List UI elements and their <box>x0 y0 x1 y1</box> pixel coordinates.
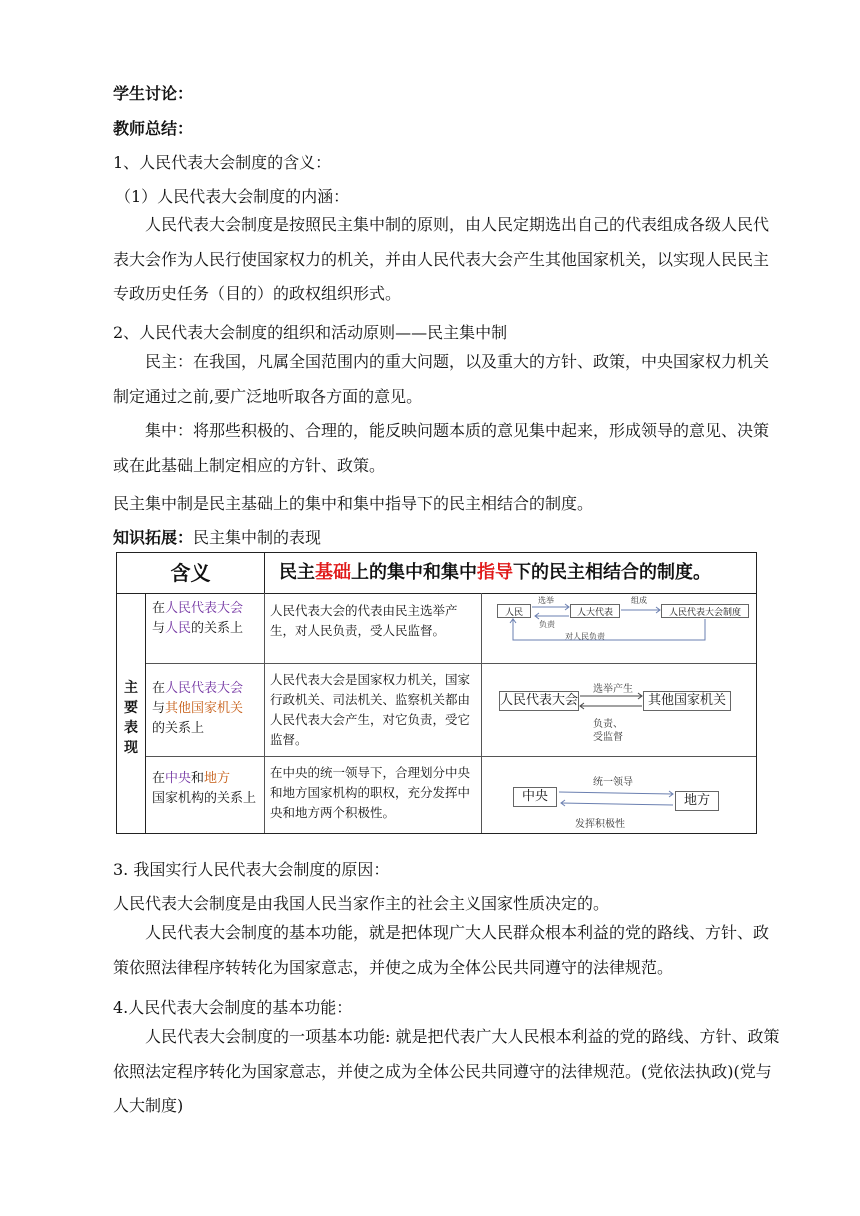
rel-highlight: 人民代表大会 <box>165 601 244 616</box>
table-row <box>146 757 756 833</box>
diagram-label-initiative: 发挥积极性 <box>575 819 625 830</box>
rel-text: 国家机构的关系上 <box>152 791 257 806</box>
paragraph-reason: 人民代表大会制度是由我国人民当家作主的社会主义国家性质决定的。 <box>113 894 610 913</box>
diagram-label-elected: 选举产生 <box>593 684 633 695</box>
diagram-arrows <box>483 757 758 833</box>
rel-highlight: 地方 <box>204 771 231 786</box>
header-seg-5: 下的民主相结合的制度。 <box>513 562 711 583</box>
rel-text: 的关系上 <box>152 721 205 736</box>
diagram-label-responsible: 负责、 <box>593 719 623 730</box>
table-row <box>146 593 756 664</box>
paragraph-democracy: 民主：在我国，凡属全国范围内的重大问题，以及重大的方针、政策，中央国家权力机关制定通过之前,要广泛地听取各方面的意见。 <box>113 352 770 406</box>
diagram-cell <box>483 593 756 663</box>
header-seg-2: 基础 <box>315 562 351 583</box>
diagram-node-local: 地方 <box>675 791 719 811</box>
rel-text: 与 <box>152 621 166 636</box>
paragraph-definition <box>113 208 783 312</box>
paragraph-definition-text: 人民代表大会制度是按照民主集中制的原则，由人民定期选出自己的代表组成各级人民代表大会作为人民行使国家权力的机关，并由人民代表大会产生其他国家机关，以实现人民民主专政历史任务（目的）的政权组织形式。 <box>113 215 770 303</box>
diagram-node-central: 中央 <box>513 787 557 807</box>
rel-text: 与 <box>152 701 166 716</box>
rel-highlight: 人民 <box>165 621 192 636</box>
rel-text: 和 <box>191 771 205 786</box>
rel-highlight: 其他国家机关 <box>165 701 244 716</box>
description-cell: 人民代表大会是国家权力机关，国家行政机关、司法机关、监察机关都由人民代表大会产生，对它负责，受它监督。 <box>266 664 482 756</box>
diagram-label-form: 组成 <box>631 596 647 605</box>
section-3-heading: 3. 我国实行人民代表大会制度的原因： <box>113 860 390 879</box>
democratic-centralism-table <box>116 552 757 834</box>
summary-heading: 教师总结： <box>113 119 194 138</box>
diagram-node-other-organs: 其他国家机关 <box>643 691 731 711</box>
diagram-node-system: 人民代表大会制度 <box>661 604 749 618</box>
section-1-heading: 1、人民代表大会制度的含义： <box>113 153 332 172</box>
knowledge-extension-label: 知识拓展： <box>113 528 194 547</box>
header-seg-1: 民主 <box>279 562 315 583</box>
paragraph-function-1: 人民代表大会制度的基本功能，就是把体现广大人民群众根本利益的党的路线、方针、政策依照法律程序转转化为国家意志，并使之成为全体公民共同遵守的法律规范。 <box>113 923 770 977</box>
diagram-node-npc: 人民代表大会 <box>499 691 579 711</box>
section-2-heading: 2、人民代表大会制度的组织和活动原则——民主集中制 <box>113 323 508 342</box>
side-char-1: 主 <box>124 680 138 696</box>
rel-highlight: 中央 <box>165 771 192 786</box>
diagram-arrows <box>483 664 758 756</box>
discussion-heading: 学生讨论： <box>113 84 194 103</box>
paragraph-summary: 民主集中制是民主基础上的集中和集中指导下的民主相结合的制度。 <box>113 494 594 513</box>
rel-text: 在 <box>152 681 166 696</box>
table-row <box>146 664 756 757</box>
paragraph-centralism: 集中：将那些积极的、合理的，能反映问题本质的意见集中起来，形成领导的意见、决策或在此基础上制定相应的方针、政策。 <box>113 421 770 475</box>
description-cell: 在中央的统一领导下，合理划分中央和地方国家机构的职权，充分发挥中央和地方两个积极性。 <box>266 757 482 833</box>
diagram-cell <box>483 757 756 833</box>
relation-cell <box>146 593 265 663</box>
header-definition <box>265 553 756 593</box>
diagram-label-supervised: 受监督 <box>593 732 623 743</box>
relation-cell <box>146 664 265 756</box>
knowledge-extension-text: 民主集中制的表现 <box>193 528 322 547</box>
table-header <box>117 553 756 594</box>
relation-cell <box>146 757 265 833</box>
side-label-main-manifestations <box>117 593 146 833</box>
section-4-heading: 4.人民代表大会制度的基本功能： <box>113 998 353 1017</box>
diagram-cell <box>483 664 756 756</box>
diagram-label-responsible: 负责 <box>539 620 555 629</box>
diagram-label-unified-leadership: 统一领导 <box>593 777 633 788</box>
header-seg-4: 指导 <box>477 562 513 583</box>
diagram-label-elect: 选举 <box>538 596 554 605</box>
side-char-2: 要 <box>124 700 138 716</box>
diagram-node-people: 人民 <box>497 604 531 618</box>
rel-text: 在 <box>152 601 166 616</box>
header-meaning: 含义 <box>117 553 265 593</box>
header-seg-3: 上的集中和集中 <box>351 562 477 583</box>
rel-text: 的关系上 <box>191 621 244 636</box>
side-char-3: 表 <box>124 720 138 736</box>
rel-text: 在 <box>152 771 166 786</box>
rel-highlight: 人民代表大会 <box>165 681 244 696</box>
diagram-arrows <box>483 593 758 663</box>
diagram-label-responsible-people: 对人民负责 <box>565 632 605 641</box>
description-cell: 人民代表大会的代表由民主选举产生，对人民负责，受人民监督。 <box>266 593 482 663</box>
side-char-4: 现 <box>124 740 138 756</box>
section-1-1-heading: （1）人民代表大会制度的内涵： <box>115 187 350 206</box>
diagram-node-deputies: 人大代表 <box>570 604 620 618</box>
knowledge-extension <box>113 528 783 548</box>
paragraph-function-2: 人民代表大会制度的一项基本功能: 就是把代表广大人民根本利益的党的路线、方针、政策依照法定程序转化为国家意志，并使之成为全体公民共同遵守的法律规范。(党依法执政)(党与人大制度) <box>113 1027 780 1115</box>
